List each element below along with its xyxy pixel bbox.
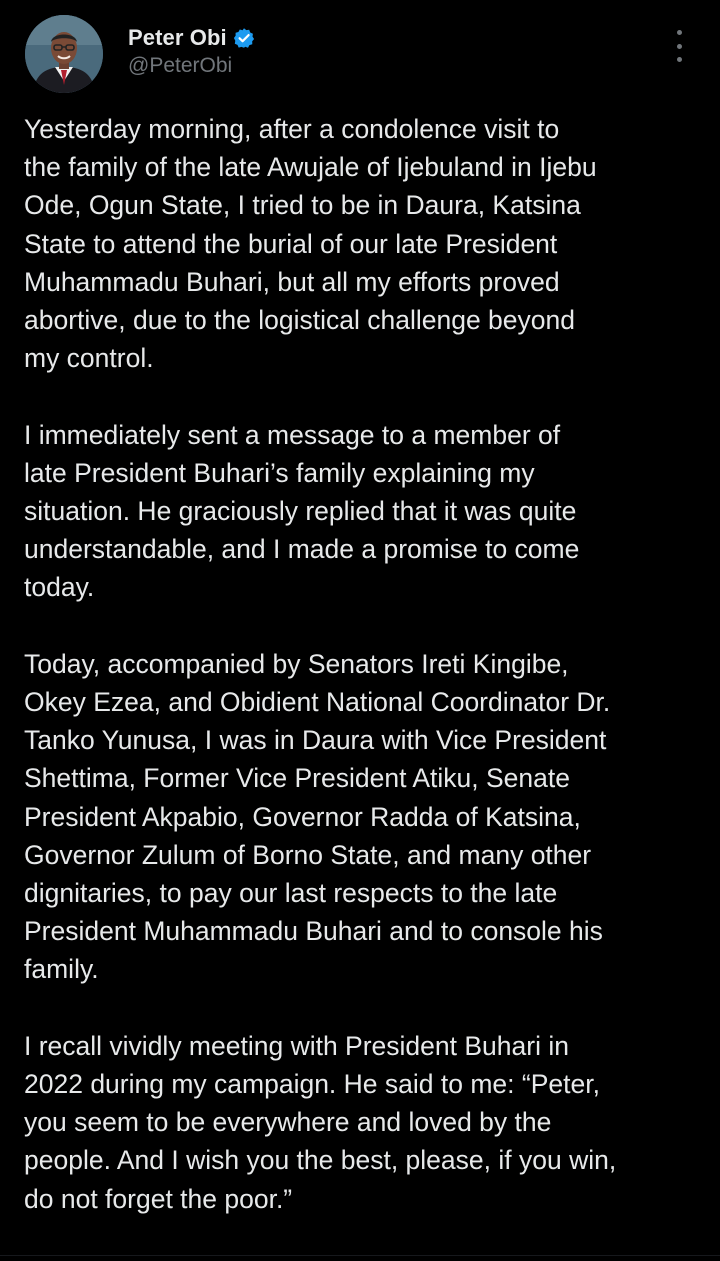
- post-text: [24, 110, 704, 1256]
- text-line: I recall vividly meeting with President Buhari in: [24, 1030, 569, 1061]
- post-paragraph: [24, 416, 704, 607]
- post-paragraph: [24, 1027, 704, 1218]
- author-display-name[interactable]: Peter Obi: [128, 25, 227, 50]
- text-line: I immediately sent a message to a member of: [24, 419, 561, 450]
- text-line: the family of the late Awujale of Ijebuland in Ijebu: [24, 152, 597, 183]
- text-line: President Muhammadu Buhari and to console his: [24, 916, 603, 947]
- text-line: Okey Ezea, and Obidient National Coordinator Dr.: [24, 687, 611, 718]
- text-line: family.: [24, 954, 99, 985]
- text-line: President Akpabio, Governor Radda of Katsina,: [24, 801, 581, 832]
- more-dot: [677, 30, 682, 35]
- text-line: Ode, Ogun State, I tried to be in Daura, Katsina: [24, 190, 581, 221]
- text-line: Today, accompanied by Senators Ireti Kingibe,: [24, 648, 569, 679]
- text-line: late President Buhari’s family explaining my: [24, 457, 535, 488]
- text-line: Governor Zulum of Borno State, and many other: [24, 839, 592, 870]
- text-line: Yesterday morning, after a condolence visit to: [24, 114, 560, 144]
- text-line: understandable, and I made a promise to come: [24, 534, 580, 565]
- post-paragraph: [24, 645, 704, 989]
- author-avatar[interactable]: [25, 15, 103, 93]
- more-dot: [677, 44, 682, 49]
- author-handle[interactable]: @PeterObi: [128, 54, 233, 77]
- text-line: situation. He graciously replied that it was quite: [24, 496, 577, 527]
- more-dot: [677, 57, 682, 62]
- text-line: abortive, due to the logistical challenge beyond: [24, 305, 575, 336]
- text-line: 2022 during my campaign. He said to me: “Peter,: [24, 1069, 600, 1100]
- text-line: you seem to be everywhere and loved by the: [24, 1107, 552, 1138]
- post-paragraph: [24, 110, 704, 377]
- text-line: Shettima, Former Vice President Atiku, Senate: [24, 763, 570, 794]
- text-line: Tanko Yunusa, I was in Daura with Vice President: [24, 725, 607, 756]
- text-line: State to attend the burial of our late President: [24, 228, 558, 259]
- text-line: Muhammadu Buhari, but all my efforts proved: [24, 266, 560, 297]
- profile-photo-icon: [25, 15, 103, 93]
- divider: [0, 1255, 720, 1256]
- author-name-row: [128, 24, 255, 52]
- text-line: people. And I wish you the best, please, if you win,: [24, 1145, 617, 1176]
- text-line: do not forget the poor.”: [24, 1183, 293, 1214]
- verified-badge-icon: [233, 27, 255, 49]
- more-options-icon[interactable]: [664, 30, 694, 62]
- author-info: [128, 24, 255, 78]
- text-line: today.: [24, 572, 95, 603]
- text-line: dignitaries, to pay our last respects to the late: [24, 878, 558, 909]
- text-line: my control.: [24, 343, 154, 374]
